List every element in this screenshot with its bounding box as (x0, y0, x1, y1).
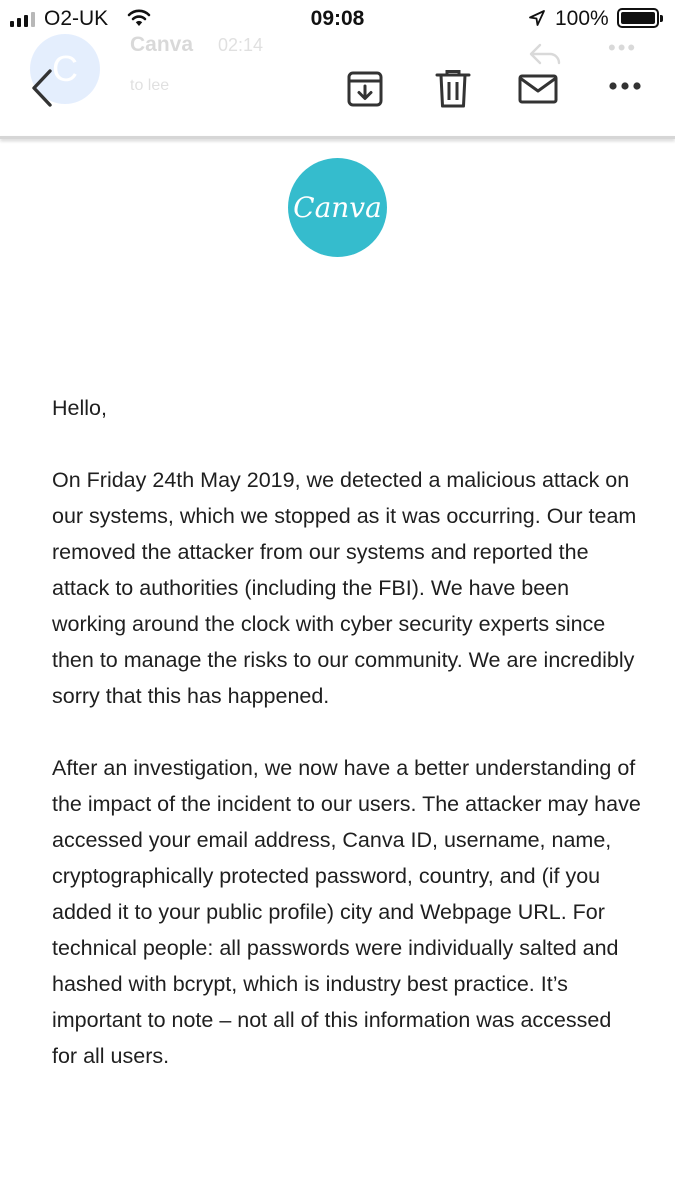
email-greeting: Hello, (52, 396, 107, 420)
delete-button[interactable] (433, 68, 473, 110)
archive-button[interactable] (344, 68, 386, 110)
email-time: 02:14 (218, 35, 264, 55)
logo-text: Canva (293, 191, 382, 224)
mail-icon (517, 73, 559, 105)
faded-more-icon: ••• (608, 35, 638, 60)
sender-name: Canva (130, 33, 194, 56)
email-body (52, 390, 642, 1110)
status-time: 09:08 (310, 7, 365, 30)
chevron-left-icon (29, 68, 55, 108)
carrier-name: O2-UK (44, 7, 109, 30)
battery-percent: 100% (555, 7, 609, 30)
canva-logo (288, 158, 387, 257)
email-toolbar (0, 38, 675, 136)
email-paragraph: After an investigation, we now have a better understanding of the impact of the incident to our users. The attacker may have accessed your email address, Canva ID, username, name, cryptographically protected password, country, and (if you added it to your public profile) city and Webpage URL. For technical people: all passwords were individually salted and hashed with bcrypt, which is industry best practice. It’s important to note – not all of this information was accessed for all users. (52, 756, 641, 1068)
back-button[interactable] (22, 68, 62, 108)
recipient-line: to lee (130, 77, 170, 94)
more-horizontal-icon (608, 81, 642, 91)
toolbar-divider (0, 136, 675, 139)
battery-icon (617, 8, 659, 28)
sender-avatar: C (30, 34, 100, 104)
trash-icon (435, 69, 471, 109)
more-options-button[interactable] (604, 74, 646, 98)
email-paragraph: On Friday 24th May 2019, we detected a malicious attack on our systems, which we stopped as it was occurring. Our team removed the attacker from our systems and reported the attack to authorities (including the FBI). We have been working around the clock with cyber security experts since then to manage the risks to our community. We are incredibly sorry that this has happened. (52, 468, 637, 708)
mark-unread-button[interactable] (516, 70, 560, 108)
location-arrow-icon (528, 9, 546, 32)
archive-icon (345, 69, 385, 109)
